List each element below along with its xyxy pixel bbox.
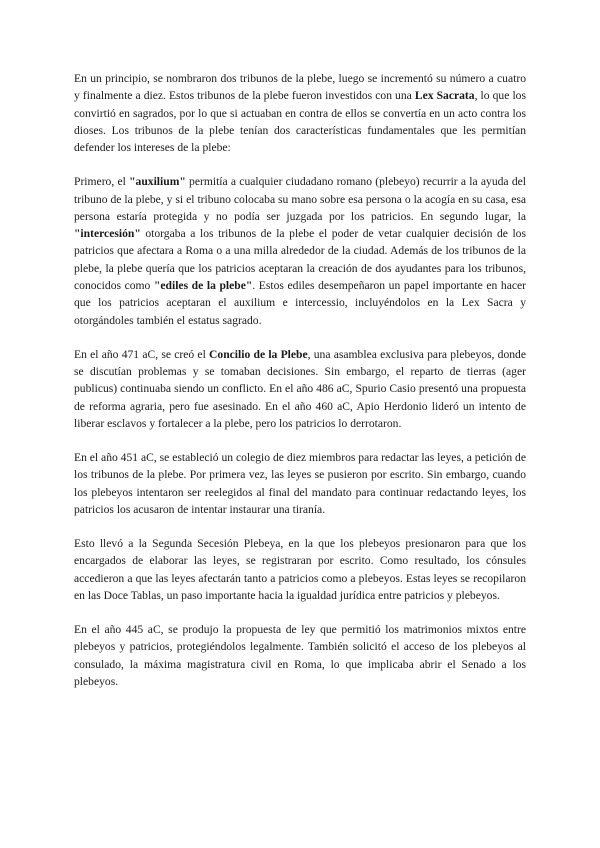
text-run: Primero, el xyxy=(74,175,130,189)
paragraph xyxy=(74,70,526,156)
text-run: En el año 471 aC, se creó el xyxy=(74,347,210,361)
bold-term-lex-sacrata: Lex Sacrata xyxy=(414,89,475,103)
paragraph xyxy=(74,621,526,690)
text-run: otorgaba a los tribunos de la plebe el poder de vetar cualquier decisión de los patricios que afectara a Roma o a una milla alrededor de la ciudad. Además de los tribunos de la plebe, la plebe quería que los patricios aceptaran la creación de dos ayudantes para los tribunos, conocidos como xyxy=(74,227,526,293)
paragraph xyxy=(74,173,526,329)
text-run: permitía a cualquier ciudadano romano (plebeyo) recurrir a la ayuda del tribuno de la plebe, y si el tribuno colocaba su mano sobre esa persona o la acogía en su casa, esa persona estaría protegida y no podía ser juzgada por los patricios. En segundo lugar, la xyxy=(74,175,526,223)
text-run: Esto llevó a la Segunda Secesión Plebeya, en la que los plebeyos presionaron para que los encargados de elaborar las leyes, se registraran por escrito. Como resultado, los cónsules accedieron a que las leyes afectarán tanto a patricios como a plebeyos. Estas leyes se recopilaron en las Doce Tablas, un paso importante hacia la igualdad jurídica entre patricios y plebeyos. xyxy=(74,537,526,602)
text-run: , lo que los convirtió en sagrados, por lo que si actuaban en contra de ellos se convertía en un acto contra los dioses. Los tribunos de la plebe tenían dos características fundamentales que les permitían defender los intereses de la plebe: xyxy=(74,89,526,155)
paragraph xyxy=(74,449,526,518)
text-run: En el año 451 aC, se estableció un colegio de diez miembros para redactar las leyes, a petición de los tribunos de la plebe. Por primera vez, las leyes se pusieron por escrito. Sin embargo, cuando los plebeyos intentaron ser reelegidos al final del mandato para continuar redactando leyes, los patricios los acusaron de intentar instaurar una tiranía. xyxy=(74,451,526,516)
bold-term-auxilium: "auxilium" xyxy=(129,175,186,189)
paragraph xyxy=(74,535,526,604)
paragraph xyxy=(74,346,526,432)
bold-term-intercesion: "intercesión" xyxy=(74,227,141,241)
bold-term-concilio: Concilio de la Plebe xyxy=(209,347,308,361)
document-body xyxy=(74,70,526,707)
text-run: . Estos ediles desempeñaron un papel importante en hacer que los patricios aceptaran el auxilium e intercessio, incluyéndolos en la Lex Sacra y otorgándoles también el estatus sagrado. xyxy=(74,279,526,327)
text-run: , una asamblea exclusiva para plebeyos, donde se discutían problemas y se tomaban decisiones. Sin embargo, el reparto de tierras (ager publicus) continuaba siendo un conflicto. En el año 486 aC, Spurio Casio presentó una propuesta de reforma agraria, pero fue asesinado. En el año 460 aC, Apio Herdonio lideró un intento de liberar esclavos y fortalecer a la plebe, pero los patricios lo derrotaron. xyxy=(74,347,526,430)
text-run: En un principio, se nombraron dos tribunos de la plebe, luego se incrementó su número a cuatro y finalmente a diez. Estos tribunos de la plebe fueron investidos con una xyxy=(74,72,526,103)
text-run: En el año 445 aC, se produjo la propuesta de ley que permitió los matrimonios mixtos entre plebeyos y patricios, protegiéndolos legalmente. También solicitó el acceso de los plebeyos al consulado, la máxima magistratura civil en Roma, lo que implicaba abrir el Senado a los plebeyos. xyxy=(74,623,526,688)
bold-term-ediles: "ediles de la plebe" xyxy=(153,279,253,293)
